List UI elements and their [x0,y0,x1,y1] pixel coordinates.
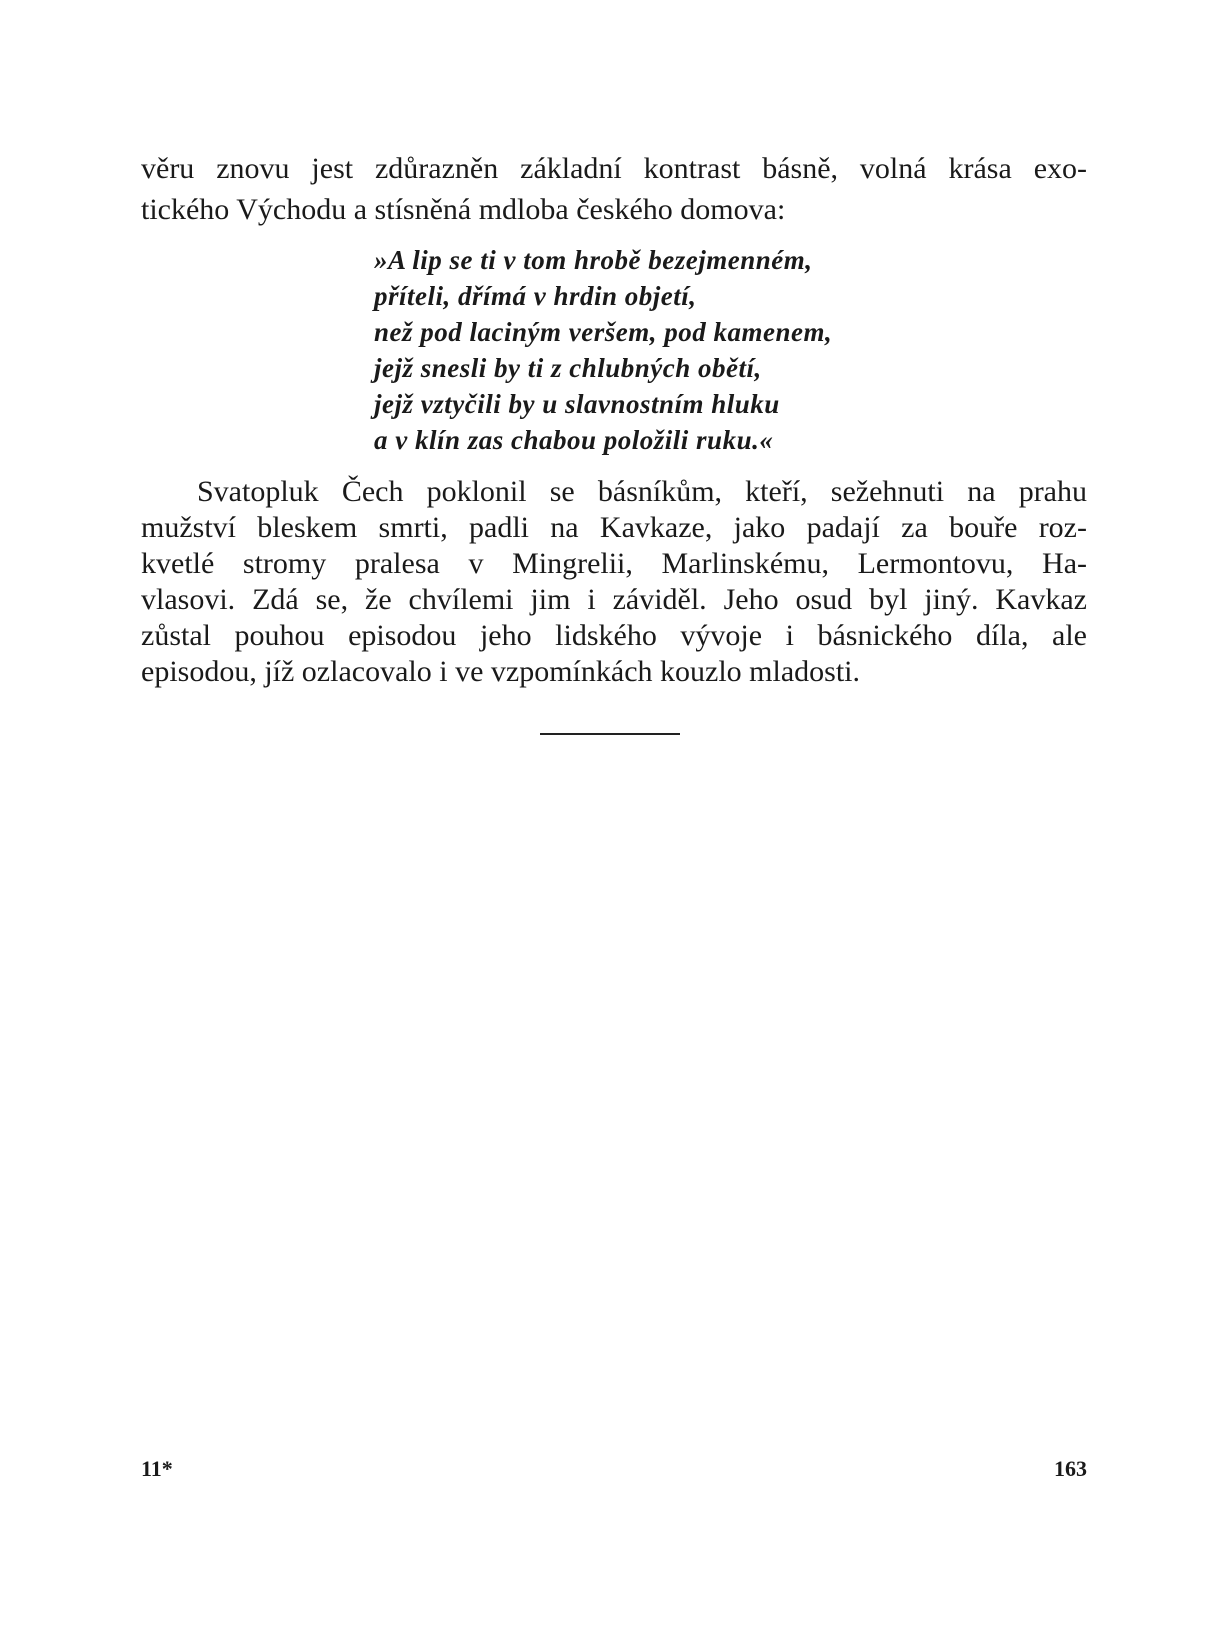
verse-line-6: a v klín zas chabou položili ruku.« [374,425,774,455]
paragraph2-line-3: kvetlé stromy pralesa v Mingrelii, Marlinskému, Lermontovu, Ha- [141,547,1087,580]
verse-line-1: »A lip se ti v tom hrobě bezejmenném, [374,245,813,275]
paragraph2-line-2: mužství bleskem smrti, padli na Kavkaze, jako padají za bouře roz- [141,511,1087,544]
paragraph2-line-5: zůstal pouhou episodou jeho lidského vývoje i básnického díla, ale [141,619,1087,652]
verse-line-2: příteli, dřímá v hrdin objetí, [374,281,697,311]
paragraph2-line-6: episodou, jíž ozlacovalo i ve vzpomínkách kouzlo mladosti. [141,655,860,688]
section-separator [540,733,680,735]
paragraph1-line-1: věru znovu jest zdůrazněn základní kontrast básně, volná krása exo- [141,152,1087,185]
signature-mark: 11* [141,1456,173,1481]
verse-line-4: jejž snesli by ti z chlubných obětí, [374,353,762,383]
paragraph2-line-1: Svatopluk Čech poklonil se básníkům, kteří, sežehnuti na prahu [197,475,1087,508]
page-number: 163 [1054,1456,1087,1481]
paragraph1-line-2: tického Východu a stísněná mdloba českého domova: [141,193,786,226]
paragraph2-line-4: vlasovi. Zdá se, že chvílemi jim i záviděl. Jeho osud byl jiný. Kavkaz [141,583,1087,616]
verse-line-3: než pod laciným veršem, pod kamenem, [374,317,833,347]
verse-line-5: jejž vztyčili by u slavnostním hluku [374,389,780,419]
